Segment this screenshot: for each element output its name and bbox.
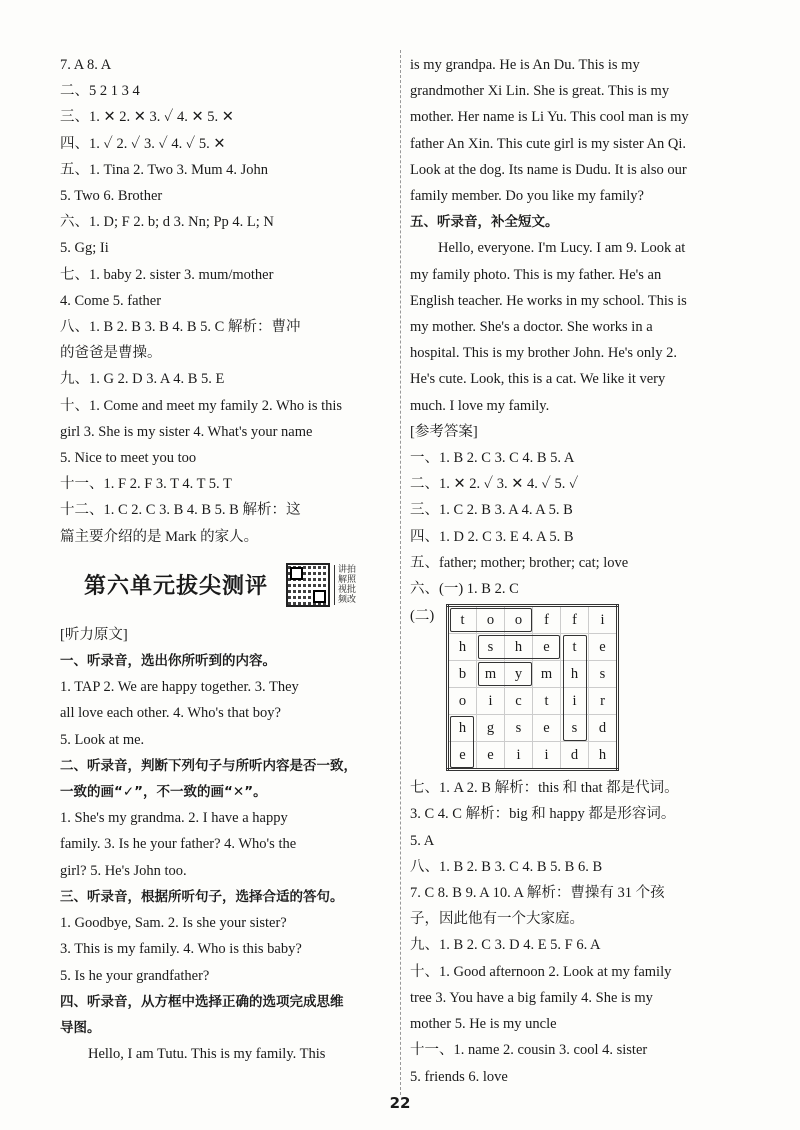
grid-cell: e [533, 634, 561, 661]
answer-line: 十、1. Come and meet my family 2. Who is this [60, 397, 343, 414]
grid-cell: e [589, 634, 618, 661]
grid-cell: i [561, 688, 589, 715]
script-line: Hello, I am Tutu. This is my family. This [88, 1046, 326, 1063]
answer-line: 二、5 2 1 3 4 [60, 83, 140, 100]
grid-cell: h [505, 634, 533, 661]
script-line: Hello, everyone. I'm Lucy. I am 9. Look at [438, 240, 686, 257]
script-line: much. I love my family. [410, 397, 550, 414]
script-line: girl? 5. He's John too. [60, 862, 187, 879]
script-line: English teacher. He works in my school. This is [410, 292, 687, 309]
unit-title: 第六单元拔尖测评 [83, 574, 268, 600]
listening-header: [听力原文] [60, 626, 128, 643]
grid-cell: t [561, 634, 589, 661]
script-line: hospital. This is my brother John. He's only 2. [410, 345, 677, 362]
answer-line: 二、1. ✕ 2. ✓ 3. ✕ 4. ✓ 5. ✓ [410, 476, 579, 493]
grid-cell: d [561, 742, 589, 770]
word-box-he [450, 716, 474, 768]
grid-cell: h [448, 715, 477, 742]
qr-caption: 讲拍 解照 视批 频改 [334, 565, 366, 605]
word-box-too [450, 608, 532, 632]
script-line: family member. Do you like my family? [410, 188, 644, 205]
grid-cell: f [561, 606, 589, 634]
script-line: Look at the dog. Its name is Dudu. It is also our [410, 161, 687, 178]
answer-line: 四、1. D 2. C 3. E 4. A 5. B [410, 528, 574, 545]
script-line: He's cute. Look, this is a cat. We like it very [410, 371, 666, 388]
word-box-she [478, 635, 560, 659]
grid-cell: s [505, 715, 533, 742]
grid-cell: o [505, 606, 533, 634]
grid-row [448, 661, 618, 688]
section-heading: 四、听录音，从方框中选择正确的选项完成思维 [60, 993, 344, 1010]
grid-row [448, 688, 618, 715]
answer-line: 5. A [410, 832, 435, 849]
answer-line: 六、(一) 1. B 2. C [410, 581, 519, 598]
page-number: 22 [389, 1094, 411, 1112]
answer-line: 5. Two 6. Brother [60, 188, 163, 205]
grid-cell: i [533, 742, 561, 770]
word-search-container [446, 604, 619, 771]
script-line: is my grandpa. He is An Du. This is my [410, 57, 640, 73]
grid-cell: i [589, 606, 618, 634]
grid-cell: m [533, 661, 561, 688]
answer-line: 五、1. Tina 2. Two 3. Mum 4. John [60, 161, 269, 178]
answer-line: 十、1. Good afternoon 2. Look at my family [410, 963, 672, 980]
script-line: grandmother Xi Lin. She is great. This is my [410, 83, 670, 100]
qr-code-icon [286, 563, 330, 607]
section-heading: 二、听录音，判断下列句子与所听内容是否一致， [60, 757, 357, 774]
answer-line: 7. C 8. B 9. A 10. A 解析：曹操有 31 个孩 [410, 885, 665, 902]
answer-line: 的爸爸是曹操。 [60, 345, 162, 362]
section-heading: 一、听录音，选出你所听到的内容。 [60, 653, 276, 670]
answer-line: 5. Nice to meet you too [60, 450, 197, 467]
section-heading: 一致的画“✓”，不一致的画“✕”。 [60, 784, 267, 801]
answer-line: tree 3. You have a big family 4. She is my [410, 989, 653, 1006]
script-line: my mother. She's a doctor. She works in a [410, 319, 653, 336]
grid-cell: h [448, 634, 477, 661]
answer-line: 九、1. G 2. D 3. A 4. B 5. E [60, 371, 225, 388]
grid-cell: i [477, 688, 505, 715]
grid-cell: s [561, 715, 589, 742]
grid-cell: e [448, 742, 477, 770]
answer-line: 四、1. ✓ 2. ✓ 3. ✓ 4. ✓ 5. ✕ [60, 135, 226, 152]
answer-line: 八、1. B 2. B 3. B 4. B 5. C 解析：曹冲 [60, 319, 301, 336]
right-column [410, 52, 750, 1090]
answer-line: 九、1. B 2. C 3. D 4. E 5. F 6. A [410, 937, 601, 954]
script-line: my family photo. This is my father. He's an [410, 266, 662, 283]
grid-cell: o [448, 688, 477, 715]
grid-cell: e [533, 715, 561, 742]
section-heading: 五、听录音，补全短文。 [410, 214, 559, 231]
grid-cell: i [505, 742, 533, 770]
unit-title-block [60, 556, 390, 614]
grid-cell: e [477, 742, 505, 770]
answer-line: 5. friends 6. love [410, 1068, 508, 1085]
grid-cell: t [533, 688, 561, 715]
script-line: 1. Goodbye, Sam. 2. Is she your sister? [60, 915, 287, 932]
answer-line: 八、1. B 2. B 3. C 4. B 5. B 6. B [410, 858, 603, 875]
grid-cell: g [477, 715, 505, 742]
script-line: family. 3. Is he your father? 4. Who's the [60, 836, 297, 853]
grid-cell: r [589, 688, 618, 715]
script-line: 5. Look at me. [60, 731, 145, 748]
answer-line: 3. C 4. C 解析：big 和 happy 都是形容词。 [410, 806, 676, 823]
grid-cell: c [505, 688, 533, 715]
grid-cell: s [589, 661, 618, 688]
answer-line: 5. Gg; Ii [60, 240, 109, 257]
listening-script [60, 648, 390, 1067]
answer-line: 三、1. ✕ 2. ✕ 3. ✓ 4. ✕ 5. ✕ [60, 109, 234, 126]
answer-line: 十一、1. F 2. F 3. T 4. T 5. T [60, 476, 232, 493]
script-line: mother. Her name is Li Yu. This cool man is my [410, 109, 689, 126]
grid-cell: d [589, 715, 618, 742]
answer-line: 七、1. baby 2. sister 3. mum/mother [60, 266, 274, 283]
word-box-the [563, 635, 587, 741]
answer-line: girl 3. She is my sister 4. What's your name [60, 423, 313, 440]
answer-line: 六、1. D; F 2. b; d 3. Nn; Pp 4. L; N [60, 214, 274, 231]
left-column [60, 52, 390, 1067]
answer-line: 三、1. C 2. B 3. A 4. A 5. B [410, 502, 573, 519]
section-heading: 三、听录音，根据所听句子，选择合适的答句。 [60, 888, 344, 905]
answer-line: 十二、1. C 2. C 3. B 4. B 5. B 解析：这 [60, 502, 301, 519]
script-line: father An Xin. This cute girl is my sister An Qi. [410, 135, 687, 152]
section-heading: 导图。 [60, 1019, 101, 1036]
grid-cell: h [589, 742, 618, 770]
grid-cell: b [448, 661, 477, 688]
grid-cell: y [505, 661, 533, 688]
answer-line: 十一、1. name 2. cousin 3. cool 4. sister [410, 1042, 648, 1059]
answer-line: 七、1. A 2. B 解析：this 和 that 都是代词。 [410, 780, 679, 797]
grid-cell: s [477, 634, 505, 661]
grid-cell: h [561, 661, 589, 688]
grid-cell: o [477, 606, 505, 634]
grid-cell: t [448, 606, 477, 634]
word-search-block [410, 604, 750, 771]
answers-previous-unit [60, 52, 390, 550]
word-box-my [478, 662, 532, 686]
grid-label: (二) [410, 608, 435, 625]
script-line: 1. She's my grandma. 2. I have a happy [60, 810, 288, 827]
answer-key-header: [参考答案] [410, 423, 478, 440]
answer-line: 五、father; mother; brother; cat; love [410, 554, 629, 571]
answer-line: 4. Come 5. father [60, 292, 162, 309]
script-line: all love each other. 4. Who's that boy? [60, 705, 281, 722]
script-line: 1. TAP 2. We are happy together. 3. They [60, 679, 299, 696]
script-line: 3. This is my family. 4. Who is this baby? [60, 941, 302, 958]
answer-line: 子，因此他有一个大家庭。 [410, 911, 584, 928]
script-line: 5. Is he your grandfather? [60, 967, 210, 984]
grid-cell: f [533, 606, 561, 634]
grid-cell: m [477, 661, 505, 688]
answer-line: 7. A 8. A [60, 57, 112, 73]
answer-line: mother 5. He is my uncle [410, 1016, 557, 1033]
column-divider [400, 50, 401, 1095]
answer-line: 篇主要介绍的是 Mark 的家人。 [60, 528, 259, 545]
answer-line: 一、1. B 2. C 3. C 4. B 5. A [410, 450, 575, 467]
